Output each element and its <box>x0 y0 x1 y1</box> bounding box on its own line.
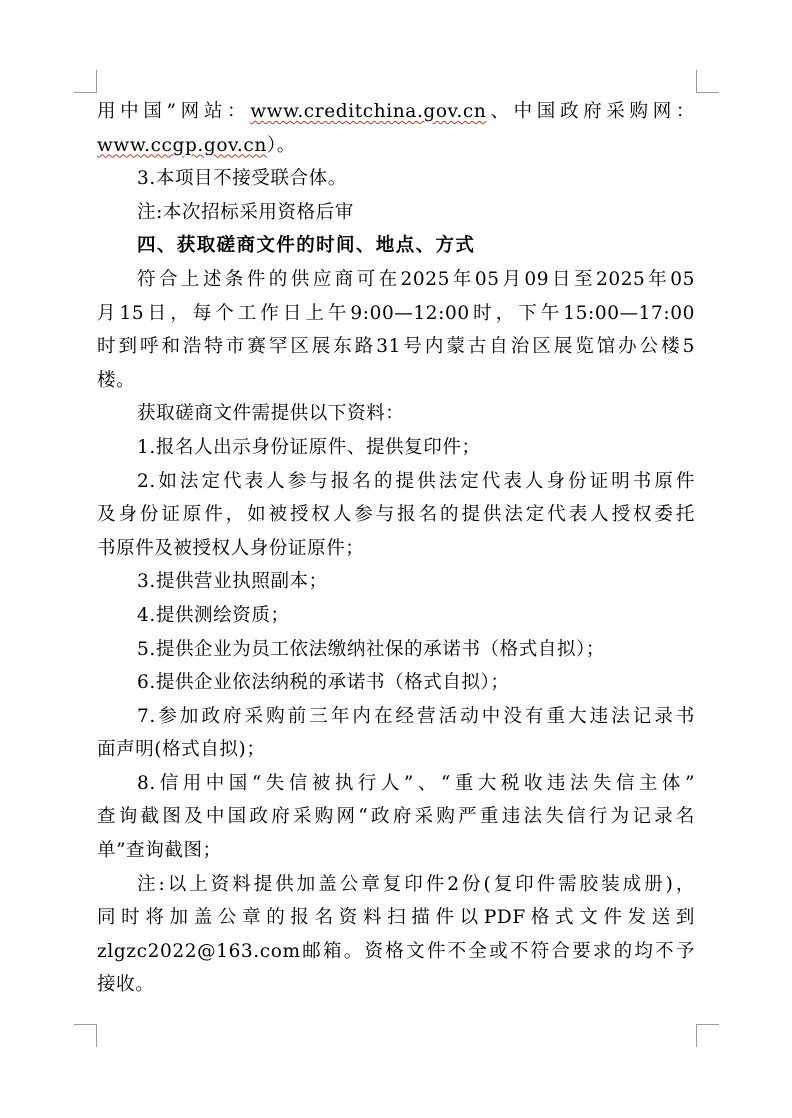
list-item: 4.提供测绘资质； <box>137 604 290 626</box>
list-item: 1.报名人出示身份证原件、提供复印件； <box>137 436 481 458</box>
note-line: 注:以上资料提供加盖公章复印件2份(复印件需胶装成册)， <box>137 873 695 895</box>
paragraph-line: 查询截图及中国政府采购网“政府采购严重违法失信行为记录名 <box>97 806 695 828</box>
paragraph-line <box>97 129 695 163</box>
list-item: 6.提供企业依法纳税的承诺书（格式自拟）； <box>137 672 510 694</box>
paragraph-line: 月15日，每个工作日上午9:00—12:00时，下午15:00—17:00 <box>97 302 695 324</box>
paragraph-line: 注:本次招标采用资格后审 <box>137 201 354 223</box>
list-item: 5.提供企业为员工依法缴纳社保的承诺书（格式自拟）； <box>137 638 606 660</box>
crop-mark-top-left <box>74 70 97 93</box>
list-item: 8.信用中国“失信被执行人”、“重大税收违法失信主体” <box>137 772 695 794</box>
crop-mark-bottom-right <box>696 1024 719 1047</box>
paragraph-line: 书原件及被授权人身份证原件； <box>97 537 365 559</box>
paragraph-line: 同时将加盖公章的报名资料扫描件以PDF格式文件发送到 <box>97 907 695 929</box>
section-heading: 四、获取磋商文件的时间、地点、方式 <box>137 235 476 257</box>
paragraph-line: 符合上述条件的供应商可在2025年05月09日至2025年05 <box>137 268 695 290</box>
list-item: 7.参加政府采购前三年内在经营活动中没有重大违法记录书 <box>137 705 695 727</box>
crop-mark-bottom-left <box>74 1024 97 1047</box>
ccgp-link[interactable]: www.ccgp.gov.cn <box>97 134 267 156</box>
paragraph-line: 楼。 <box>97 369 136 391</box>
paragraph-line: 3.本项目不接受联合体。 <box>137 168 347 190</box>
text-span: 、中国政府采购网： <box>486 101 695 122</box>
paragraph-line: 获取磋商文件需提供以下资料： <box>137 403 405 425</box>
paragraph-line: 接收。 <box>97 974 155 996</box>
document-body <box>97 95 695 1002</box>
paragraph-line: 面声明(格式自拟)； <box>97 739 266 761</box>
paragraph-line: 及身份证原件，如被授权人参与报名的提供法定代表人授权委托 <box>97 504 695 526</box>
text-span: 用中国”网站： <box>97 101 251 122</box>
paragraph-line: zlgzc2022@163.com邮箱。资格文件不全或不符合要求的均不予 <box>97 940 695 962</box>
list-item: 2.如法定代表人参与报名的提供法定代表人身份证明书原件 <box>137 470 695 492</box>
text-span: ）。 <box>266 134 296 156</box>
creditchina-link[interactable]: www.creditchina.gov.cn <box>250 101 487 122</box>
paragraph-line <box>97 95 695 129</box>
paragraph-line: 时到呼和浩特市赛罕区展东路31号内蒙古自治区展览馆办公楼5 <box>97 336 695 358</box>
list-item: 3.提供营业执照副本； <box>137 571 328 593</box>
crop-mark-top-right <box>696 70 719 93</box>
paragraph-line: 单”查询截图； <box>97 840 222 862</box>
